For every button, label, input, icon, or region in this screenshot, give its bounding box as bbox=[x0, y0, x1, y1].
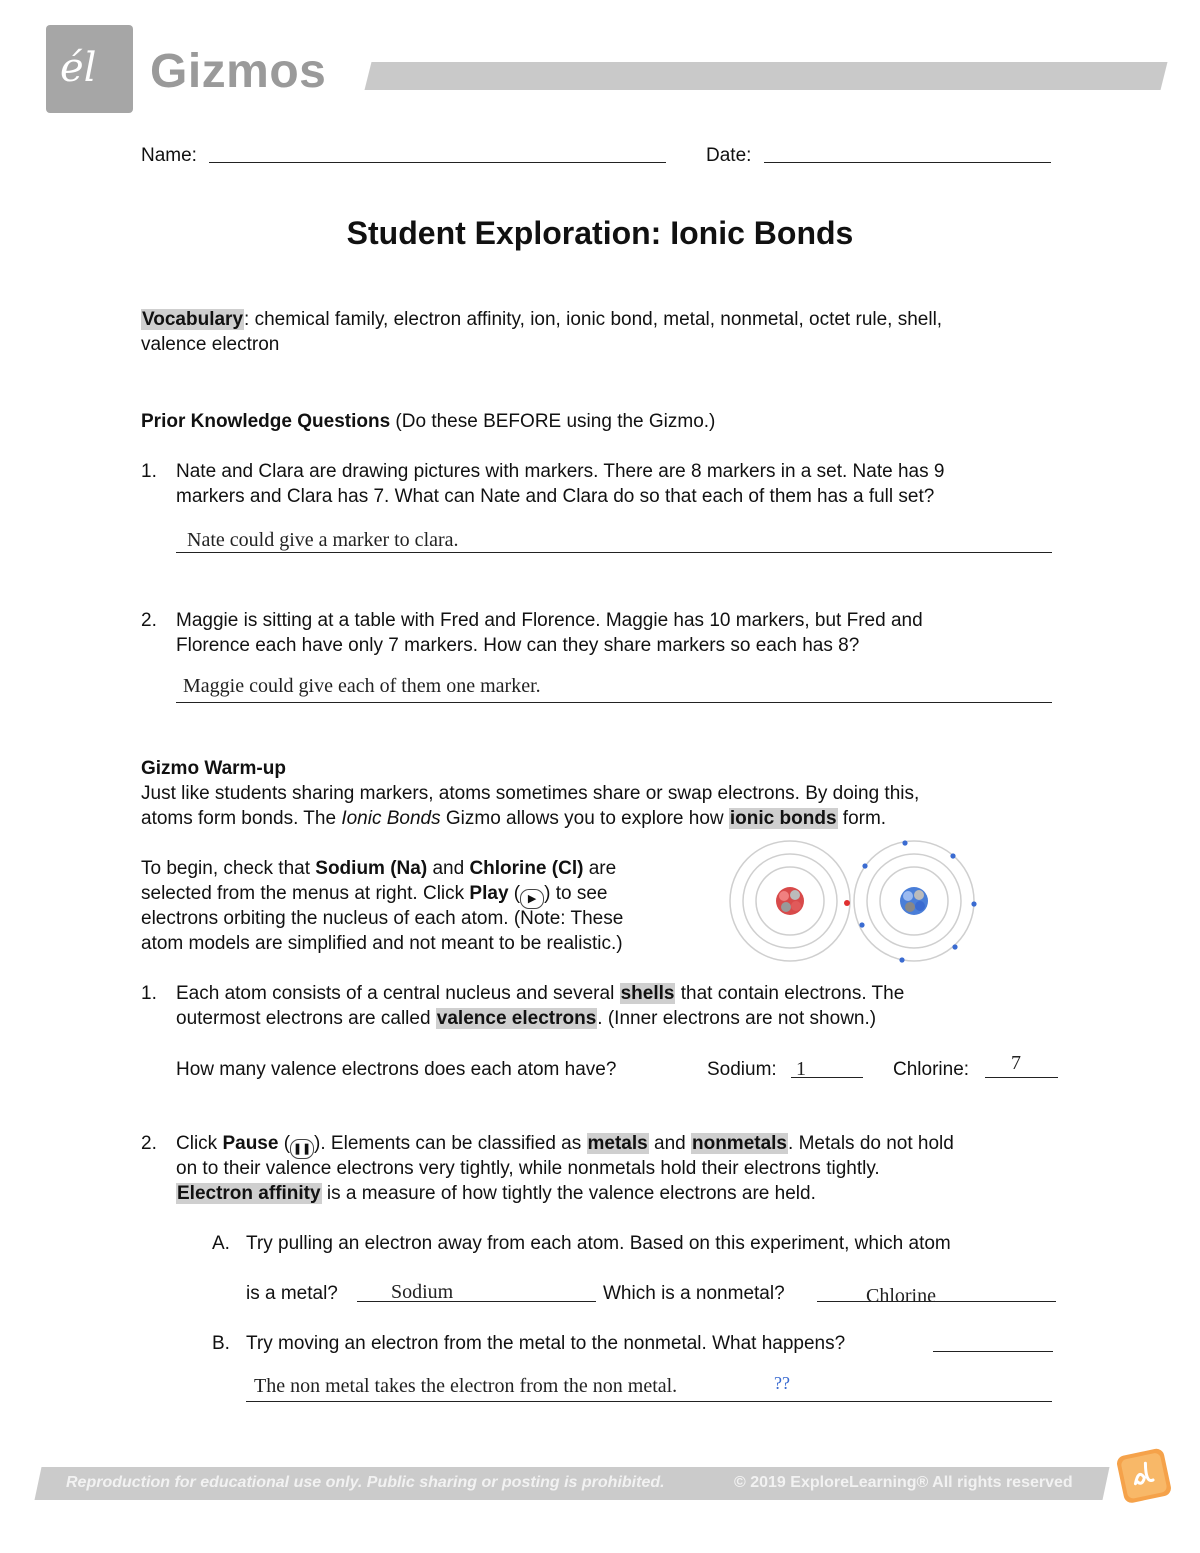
term-shells: shells bbox=[620, 983, 675, 1004]
text-run: Each atom consists of a central nucleus and several bbox=[176, 983, 620, 1004]
qb-answer: The non metal takes the electron from the non metal. bbox=[254, 1375, 678, 1397]
term-electron-affinity: Electron affinity bbox=[177, 1183, 321, 1204]
prior-q2-line2: Florence each have only 7 markers. How can they share markers so each has 8? bbox=[176, 635, 860, 656]
chlorine-answer-line[interactable] bbox=[985, 1077, 1058, 1078]
qb-letter: B. bbox=[212, 1333, 230, 1354]
pause-term: Pause bbox=[222, 1133, 279, 1154]
sodium-term: Sodium (Na) bbox=[315, 858, 428, 879]
text-run: Click bbox=[176, 1133, 223, 1154]
text-run: ). Elements can be classified as bbox=[314, 1133, 587, 1154]
warmup-p1-line1: Just like students sharing markers, atoms sometimes share or swap electrons. By doing this, bbox=[141, 783, 920, 804]
sodium-nucleus bbox=[776, 887, 804, 915]
text-run: selected from the menus at right. Click bbox=[141, 883, 470, 904]
warmup-p2-line4: atom models are simplified and not meant to be realistic.) bbox=[141, 933, 623, 954]
name-field[interactable] bbox=[209, 162, 666, 163]
sodium-answer: 1 bbox=[796, 1058, 806, 1080]
logo-mark: él bbox=[60, 45, 97, 91]
warmup-q2-number: 2. bbox=[141, 1133, 157, 1154]
warmup-p2-line2 bbox=[141, 881, 608, 909]
qa-line1: Try pulling an electron away from each atom. Based on this experiment, which atom bbox=[246, 1233, 951, 1254]
prior-q2-line1: Maggie is sitting at a table with Fred and Florence. Maggie has 10 markers, but Fred and bbox=[176, 610, 923, 631]
warmup-heading: Gizmo Warm-up bbox=[141, 758, 286, 779]
prior-knowledge-heading bbox=[141, 409, 715, 434]
date-label: Date: bbox=[706, 145, 752, 166]
qa-nonmetal-label: Which is a nonmetal? bbox=[603, 1283, 785, 1304]
text-run: and bbox=[427, 858, 470, 879]
qa-nonmetal-answer-line[interactable] bbox=[817, 1301, 1056, 1302]
vocabulary-line2: valence electron bbox=[141, 334, 280, 355]
text-run: Gizmo allows you to explore how bbox=[440, 808, 729, 829]
warmup-q2-line2: on to their valence electrons very tightly, while nonmetals hold their electrons tightly. bbox=[176, 1158, 880, 1179]
vocabulary-label: Vocabulary bbox=[142, 309, 244, 330]
atom-models-illustration bbox=[724, 835, 984, 965]
chlorine-answer: 7 bbox=[1011, 1052, 1021, 1074]
text-run: . Metals do not hold bbox=[788, 1133, 954, 1154]
date-field[interactable] bbox=[764, 162, 1051, 163]
explorelearning-logo-icon bbox=[1112, 1446, 1174, 1506]
term-nonmetals: nonmetals bbox=[691, 1133, 788, 1154]
term-valence-electrons: valence electrons bbox=[436, 1008, 597, 1029]
warmup-p2-line1 bbox=[141, 856, 616, 881]
header-bar bbox=[365, 62, 1168, 90]
warmup-q1-line2 bbox=[176, 1006, 876, 1031]
text-run: To begin, check that bbox=[141, 858, 316, 879]
prior-q2-answer-line[interactable] bbox=[176, 702, 1052, 703]
prior-q1-line2: markers and Clara has 7. What can Nate and Clara do so that each of them has a full set? bbox=[176, 486, 935, 507]
brand-title: Gizmos bbox=[150, 45, 327, 98]
text-run: are bbox=[583, 858, 617, 879]
sodium-answer-line[interactable] bbox=[791, 1077, 863, 1078]
gizmos-logo bbox=[46, 25, 133, 113]
warmup-q2-line3 bbox=[176, 1181, 816, 1206]
prior-q2-answer: Maggie could give each of them one marker. bbox=[183, 675, 541, 697]
prior-q1-answer-line[interactable] bbox=[176, 552, 1052, 553]
chlorine-term: Chlorine (Cl) bbox=[469, 858, 584, 879]
text-run: that contain electrons. The bbox=[675, 983, 905, 1004]
sodium-label: Sodium: bbox=[707, 1059, 777, 1080]
text-run: . (Inner electrons are not shown.) bbox=[597, 1008, 877, 1029]
warmup-q1-question: How many valence electrons does each atom have? bbox=[176, 1059, 617, 1080]
text-run: ( bbox=[278, 1133, 291, 1154]
name-label: Name: bbox=[141, 145, 197, 166]
warmup-q1-number: 1. bbox=[141, 983, 157, 1004]
warmup-q2-line1 bbox=[176, 1131, 954, 1159]
qb-answer-line2[interactable] bbox=[246, 1401, 1052, 1402]
page-title: Student Exploration: Ionic Bonds bbox=[346, 215, 854, 251]
footer-copyright: © 2019 ExploreLearning® All rights reserved bbox=[734, 1474, 1073, 1491]
pause-icon: ❚❚ bbox=[290, 1139, 314, 1159]
term-metals: metals bbox=[587, 1133, 648, 1154]
gizmo-name: Ionic Bonds bbox=[341, 808, 441, 829]
prior-heading: Prior Knowledge Questions bbox=[141, 411, 391, 432]
warmup-p2-line3: electrons orbiting the nucleus of each atom. (Note: These bbox=[141, 908, 624, 929]
text-run: form. bbox=[837, 808, 887, 829]
vocabulary-line1 bbox=[141, 307, 942, 332]
qb-answer-line1[interactable] bbox=[933, 1351, 1053, 1352]
prior-note: (Do these BEFORE using the Gizmo.) bbox=[390, 411, 716, 432]
text-run: atoms form bonds. The bbox=[141, 808, 342, 829]
qa-letter: A. bbox=[212, 1233, 230, 1254]
qa-metal-answer-line[interactable] bbox=[357, 1301, 596, 1302]
text-run: ( bbox=[508, 883, 521, 904]
text-run: outermost electrons are called bbox=[176, 1008, 436, 1029]
chlorine-label: Chlorine: bbox=[893, 1059, 970, 1080]
qa-nonmetal-answer: Chlorine bbox=[866, 1285, 936, 1307]
qb-question-mark: ?? bbox=[774, 1373, 790, 1393]
qa-metal-answer: Sodium bbox=[391, 1281, 454, 1303]
qb-line1: Try moving an electron from the metal to the nonmetal. What happens? bbox=[246, 1333, 846, 1354]
vocabulary-text: : chemical family, electron affinity, ion, ionic bond, metal, nonmetal, octet rule, shell, bbox=[244, 309, 943, 330]
term-ionic-bonds: ionic bonds bbox=[729, 808, 837, 829]
prior-q1-number: 1. bbox=[141, 461, 157, 482]
warmup-p1-line2 bbox=[141, 806, 886, 831]
play-term: Play bbox=[469, 883, 509, 904]
text-run: and bbox=[648, 1133, 691, 1154]
prior-q2-number: 2. bbox=[141, 610, 157, 631]
prior-q1-line1: Nate and Clara are drawing pictures with markers. There are 8 markers in a set. Nate has 9 bbox=[176, 461, 945, 482]
text-run: is a measure of how tightly the valence electrons are held. bbox=[321, 1183, 816, 1204]
text-run: ) to see bbox=[544, 883, 608, 904]
prior-q1-answer: Nate could give a marker to clara. bbox=[187, 529, 459, 551]
warmup-q1-line1 bbox=[176, 981, 904, 1006]
qa-metal-label: is a metal? bbox=[246, 1283, 338, 1304]
sodium-valence-electron bbox=[844, 900, 850, 906]
chlorine-nucleus bbox=[900, 887, 928, 915]
play-icon: ▶ bbox=[520, 889, 544, 909]
footer-disclaimer: Reproduction for educational use only. Public sharing or posting is prohibited. bbox=[66, 1474, 665, 1491]
